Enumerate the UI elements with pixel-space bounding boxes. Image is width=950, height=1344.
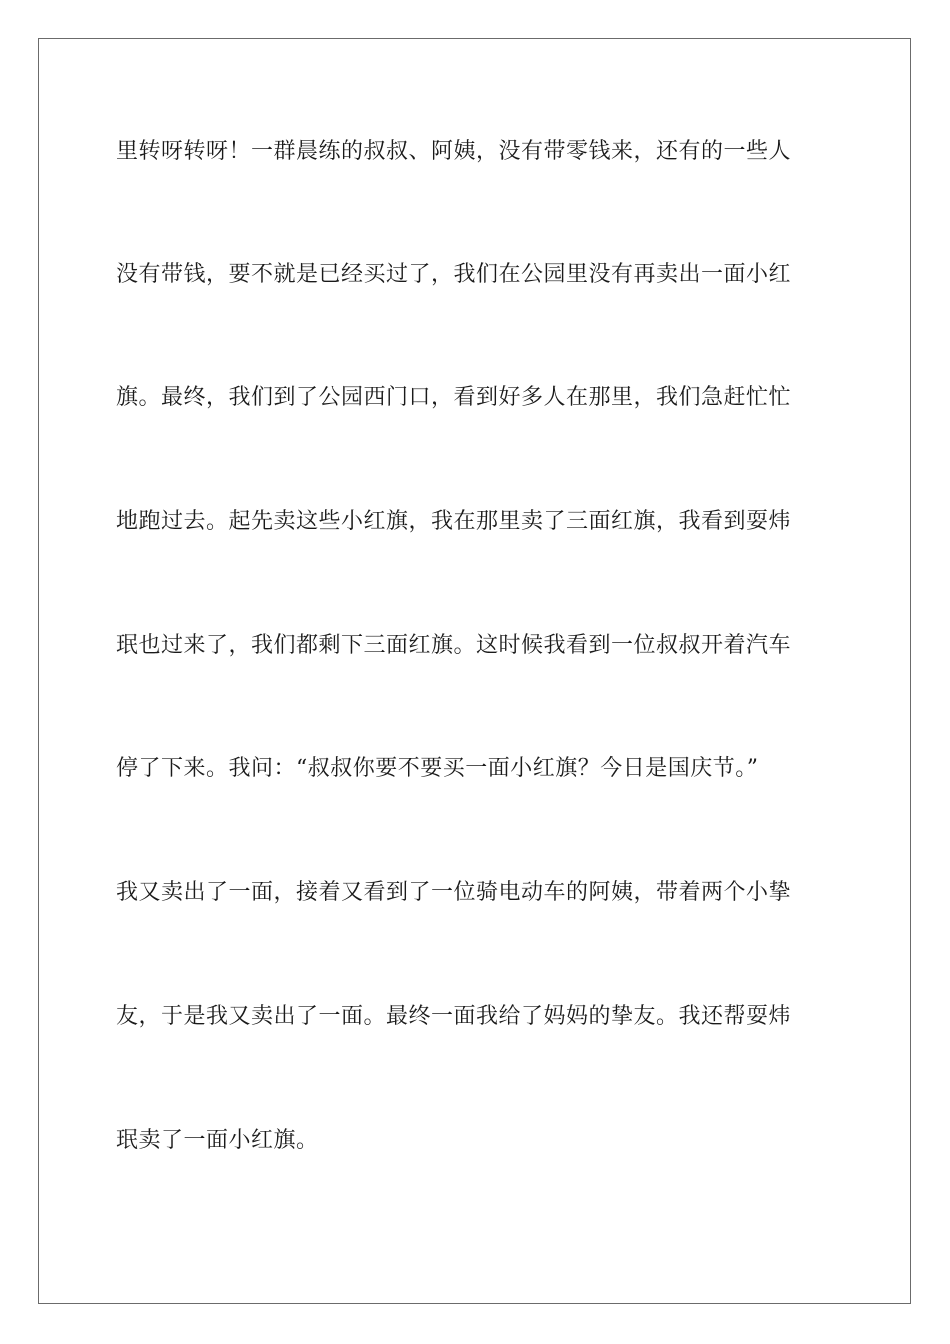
paragraph-line: 里转呀转呀！一群晨练的叔叔、阿姨，没有带零钱来，还有的一些人 — [116, 139, 792, 164]
paragraph-line: 停了下来。我问：“叔叔你要不要买一面小红旗？今日是国庆节。” — [116, 756, 759, 781]
paragraph-line: 友，于是我又卖出了一面。最终一面我给了妈妈的挚友。我还帮耍炜 — [116, 1004, 792, 1029]
paragraph-line: 我又卖出了一面，接着又看到了一位骑电动车的阿姨，带着两个小挚 — [116, 880, 792, 905]
paragraph-line: 旗。最终，我们到了公园西门口，看到好多人在那里，我们急赶忙忙 — [116, 385, 792, 410]
page-border — [38, 38, 911, 1304]
paragraph-line: 珉也过来了，我们都剩下三面红旗。这时候我看到一位叔叔开着汽车 — [116, 633, 792, 658]
paragraph-line: 珉卖了一面小红旗。 — [116, 1128, 319, 1153]
paragraph-line: 没有带钱，要不就是已经买过了，我们在公园里没有再卖出一面小红 — [116, 262, 792, 287]
paragraph-line: 地跑过去。起先卖这些小红旗，我在那里卖了三面红旗，我看到耍炜 — [116, 509, 792, 534]
